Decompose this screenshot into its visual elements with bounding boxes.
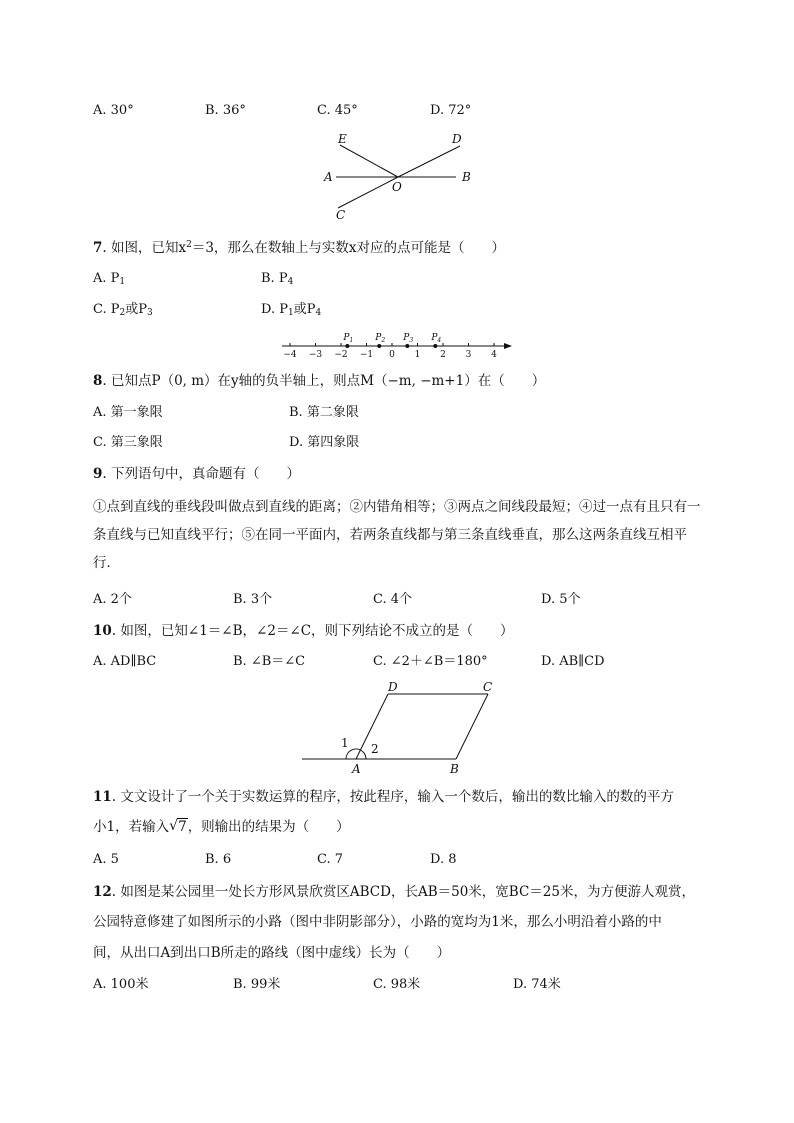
q10-parallelogram-figure [296,680,506,778]
tick-label: 0 [389,350,395,360]
point-p4 [433,344,437,348]
q12-line-1: . 如图是某公园里一处长方形风景欣赏区ABCD，长AB＝50米，宽BC＝25米，为方便游人观赏， [111,884,695,900]
point-p3 [405,344,409,348]
q10-option-c: C. ∠2＋∠B＝180° [373,654,488,669]
q11-option-d: D. 8 [430,852,457,867]
tick-label: −1 [359,350,374,360]
q12-option-a: A. 100米 [93,977,149,992]
q10-option-b: B. ∠B＝∠C [233,654,306,669]
q10-number: 10 [93,623,112,639]
label-angle-1: 1 [341,736,349,750]
label-e: E [338,132,347,146]
q7-exponent: 2 [186,240,192,250]
point-p1 [345,344,349,348]
q11-line-2-pre: 小1，若输入 [93,819,170,835]
q10-text: . 如图，已知∠1＝∠B，∠2＝∠C，则下列结论不成立的是（ ） [111,623,514,639]
tick-label: 1 [414,350,421,360]
label-d: D [388,680,398,694]
q9-option-d: D. 5个 [541,592,581,607]
angle-2-arc [362,751,366,759]
q8-text: . 已知点P（0, m）在y轴的负半轴上，则点M（−m, −m+1）在（ ） [102,373,546,389]
q7-option-c: C. $P_2$或$P_3$ [93,302,153,318]
label-b: B [462,170,471,184]
q11-option-b: B. 6 [205,852,232,867]
q9-option-b: B. 3个 [233,592,273,607]
q7-text-after: ＝3，那么在数轴上与实数x对应的点可能是（ ） [191,240,506,256]
label-d: D [452,132,462,146]
label-c: C [336,208,346,222]
q12-stem-line-2: 公园特意修建了如图所示的小路（图中非阴影部分），小路的宽均为1米，那么小明沿着小路的中 [93,914,662,930]
q6-option-c: C. 45° [317,103,358,118]
q12-option-c: C. 98米 [373,977,421,992]
q11-line-2-post: ，则输出的结果为（ ） [187,819,350,835]
q6-option-a: A. 30° [93,103,134,118]
q9-option-a: A. 2个 [93,592,132,607]
q11-stem-line-2 [93,818,350,836]
q8-stem [93,372,545,390]
q6-intersecting-lines-figure [320,128,480,224]
q8-number: 8 [93,373,103,389]
q9-option-c: C. 4个 [373,592,413,607]
angle-1-arc [346,749,362,759]
label-c: C [483,680,493,694]
q7-text-before: . 如图，已知x [102,240,187,256]
q11-radicand: 7 [178,819,187,835]
q8-option-c: C. 第三象限 [93,435,163,450]
q8-option-d: D. 第四象限 [289,435,360,450]
q10-stem [93,622,514,640]
q9-text: . 下列语句中，真命题有（ ） [102,466,300,482]
q12-stem-line-1 [93,883,695,901]
point-label-p1: $P_1$ [343,333,354,344]
line-cb [456,694,488,759]
tick-label: −2 [334,350,348,360]
tick-label: −3 [308,350,323,360]
tick-label: 3 [465,350,472,360]
q11-option-c: C. 7 [317,852,344,867]
line-od [398,146,460,177]
tick-label: 2 [440,350,446,360]
tick-label: −4 [283,350,297,360]
label-a: A [352,762,361,776]
sqrt-symbol: √ 7 [169,818,187,835]
q12-stem-line-3: 间，从出口A到出口B所走的路线（图中虚线）长为（ ） [93,945,451,961]
q8-option-a: A. 第一象限 [93,405,163,420]
q11-stem-line-1 [93,788,674,806]
q10-option-a: A. AD∥BC [93,654,157,669]
point-label-p4: $P_4$ [431,333,442,344]
q11-number: 11 [93,789,112,805]
tick-label: 4 [491,350,497,360]
q8-option-b: B. 第二象限 [289,405,359,420]
q7-option-b: B. $P_4$ [261,271,294,287]
q11-option-a: A. 5 [93,852,119,867]
line-oc [338,177,398,208]
label-o: O [392,180,402,194]
q12-number: 12 [93,884,112,900]
line-eo [340,145,398,177]
q7-option-a: A. $P_1$ [93,271,126,287]
q11-line-1: . 文文设计了一个关于实数运算的程序，按此程序，输入一个数后，输出的数比输入的数的平方 [111,789,674,805]
q9-stem [93,465,300,483]
point-label-p3: $P_3$ [403,333,414,344]
q10-option-d: D. AB∥CD [541,654,605,669]
q6-option-d: D. 72° [430,103,472,118]
label-angle-2: 2 [371,742,379,756]
number-line-arrow [504,343,512,349]
q7-number-line [278,326,518,362]
label-a: A [324,170,333,184]
q12-option-d: D. 74米 [513,977,561,992]
q7-stem [93,236,505,257]
q7-number: 7 [93,240,103,256]
point-p2 [377,344,381,348]
q7-option-d: D. $P_1$或$P_4$ [261,302,322,318]
q9-number: 9 [93,466,103,482]
point-label-p2: $P_2$ [375,333,386,344]
label-b: B [450,762,459,776]
q6-option-b: B. 36° [205,103,246,118]
q12-option-b: B. 99米 [233,977,281,992]
q9-statements: ①点到直线的垂线段叫做点到直线的距离；②内错角相等；③两点之间线段最短；④过一点有且只有一条直线与已知直线平行；⑤在同一平面内，若两条直线都与第三条直线垂直，那么这两条直线互相平行． [93,499,701,571]
